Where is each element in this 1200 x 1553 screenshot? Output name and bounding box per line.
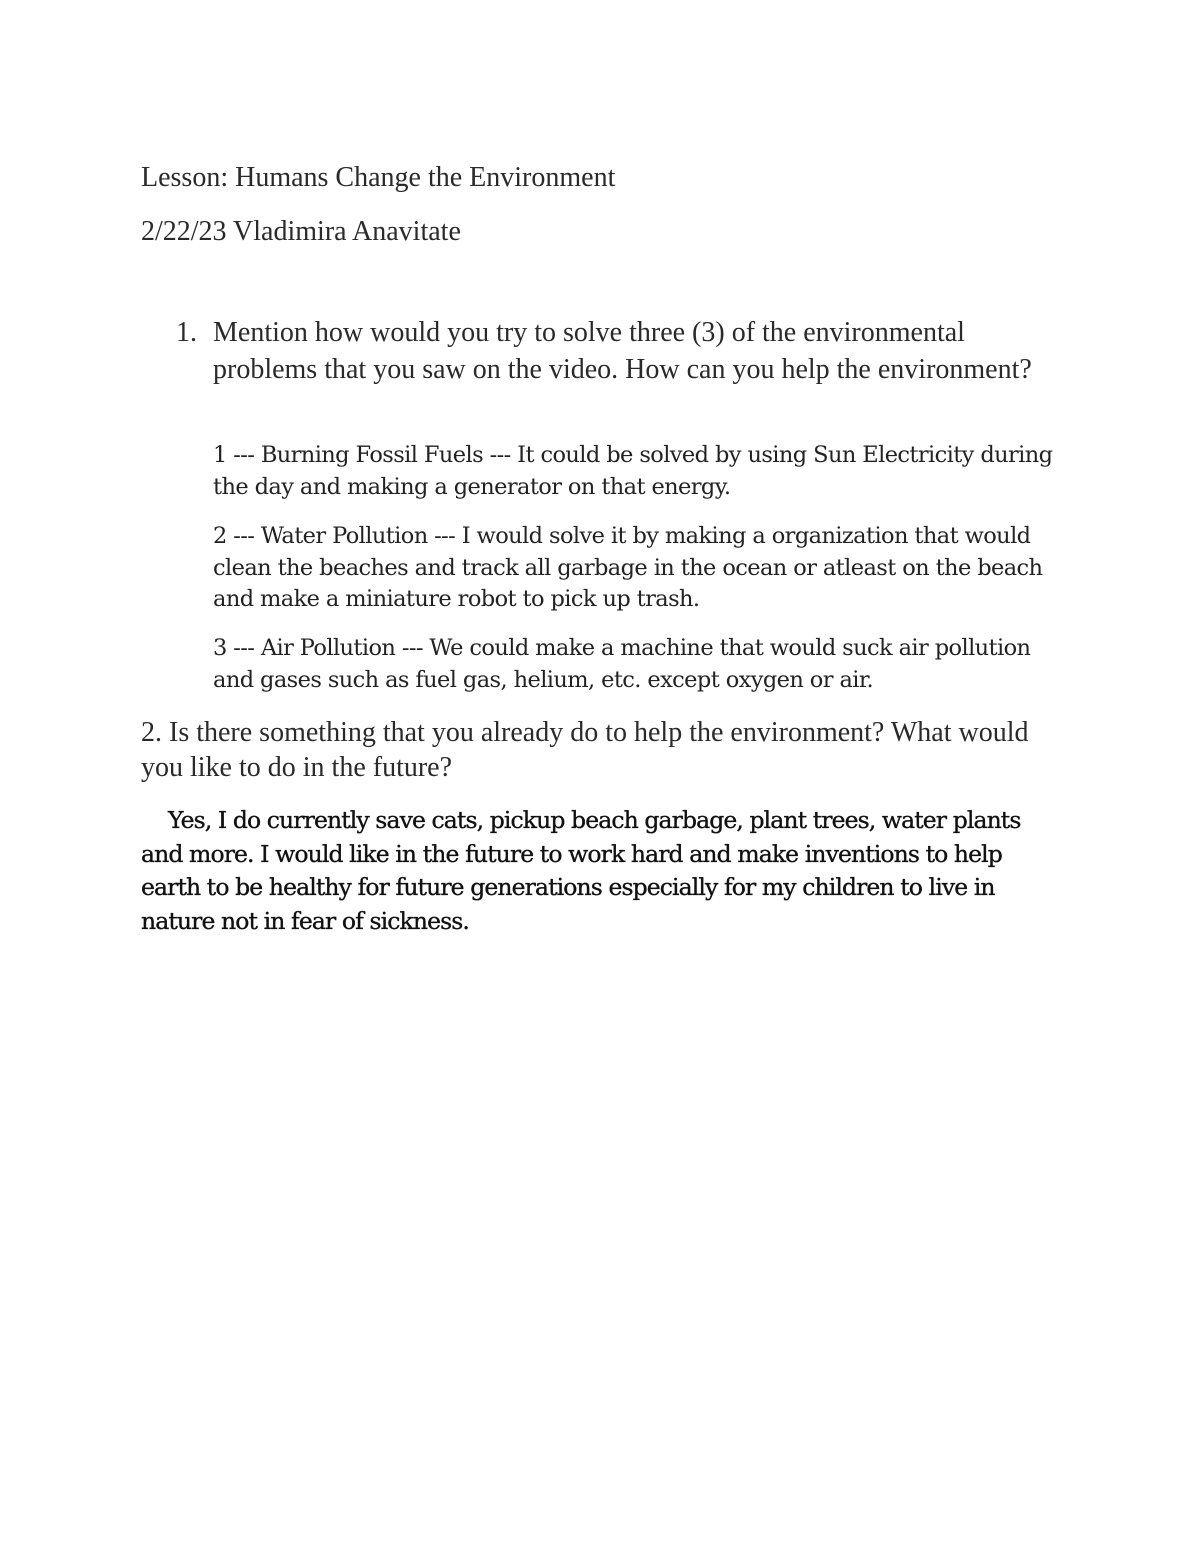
answer-1-item-3: 3 --- Air Pollution --- We could make a machine that would suck air pollution and gases such as fuel gas, helium, etc. except oxygen or air.: [213, 635, 1031, 693]
answer-1-item-2: 2 --- Water Pollution --- I would solve it by making a organization that would clean the beaches and track all garbage in the ocean or atleast on the beach and make a miniature robot to pick up trash.: [213, 523, 1043, 612]
answer-1-item-1: 1 --- Burning Fossil Fuels --- It could be solved by using Sun Electricity during the day and making a generator on that energy.: [213, 442, 1053, 500]
question-1: [176, 314, 1076, 388]
question-1-number: 1.: [176, 317, 197, 348]
question-1-text: Mention how would you try to solve three (3) of the environmental problems that you saw on the video. How can you help the environment?: [213, 317, 1032, 385]
date-and-name: 2/22/23 Vladimira Anavitate: [141, 216, 461, 247]
lesson-title: Lesson: Humans Change the Environment: [141, 162, 616, 193]
answer-2-text: Yes, I do currently save cats, pickup beach garbage, plant trees, water plants and more. I would like in the future to work hard and make inventions to help earth to be healthy for future generations especially for my children to live in nature not in fear of sickness.: [141, 806, 1021, 935]
question-2-text: 2. Is there something that you already do to help the environment? What would you like to do in the future?: [141, 717, 1029, 783]
